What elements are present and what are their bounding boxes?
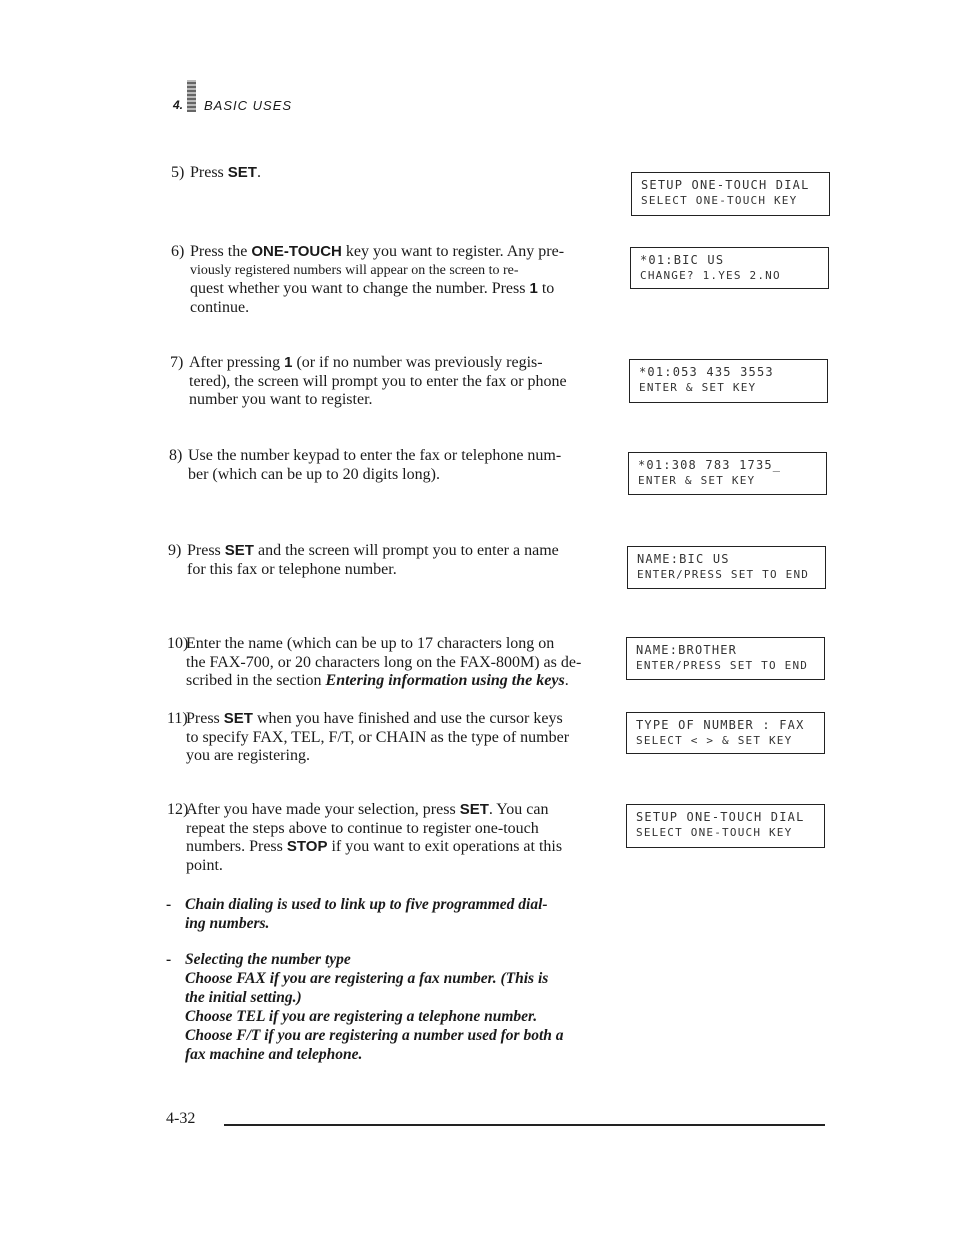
footer-rule: [224, 1124, 825, 1126]
lcd-display-5: NAME:BIC US ENTER/PRESS SET TO END: [627, 546, 826, 589]
step-5: 5) Press SET.: [171, 164, 261, 181]
lcd-display-2: *01:BIC US CHANGE? 1.YES 2.NO: [630, 247, 829, 289]
page-number: 4-32: [166, 1110, 196, 1127]
step-12: 12) After you have made your selection, press SET. You can repeat the steps above to continue to register one-touch numbers. Press STOP if you want to exit operations at this point.: [167, 801, 563, 874]
lcd-display-1: SETUP ONE-TOUCH DIAL SELECT ONE-TOUCH KEY: [631, 172, 830, 216]
lcd-display-3: *01:053 435 3553 ENTER & SET KEY: [629, 359, 828, 403]
note-number-type: - Selecting the number type Choose FAX if you are registering a fax number. (This is the initial setting.) Choose TEL if you are registering a telephone number. Choose F/T if you are registering a number used for both a fax machine and telephone.: [166, 951, 564, 1063]
step-7: 7) After pressing 1 (or if no number was previously regis- tered), the screen will prompt you to enter the fax or phone number you want to register.: [170, 354, 567, 408]
lcd-display-8: SETUP ONE-TOUCH DIAL SELECT ONE-TOUCH KEY: [626, 804, 825, 848]
lcd-display-6: NAME:BROTHER ENTER/PRESS SET TO END: [626, 637, 825, 680]
chapter-marker-icon: [187, 80, 196, 112]
lcd-display-4: *01:308 783 1735_ ENTER & SET KEY: [628, 452, 827, 495]
chapter-title: BASIC USES: [204, 98, 293, 113]
step-8: 8) Use the number keypad to enter the fax or telephone num- ber (which can be up to 20 digits long).: [169, 447, 562, 483]
step-6: 6) Press the ONE-TOUCH key you want to register. Any pre- viously registered numbers will appear on the screen to re- quest whether you want to change the number. Press 1 to continue.: [171, 243, 565, 316]
step-10: 10) Enter the name (which can be up to 17 characters long on the FAX-700, or 20 characters long on the FAX-800M) as de- scribed in the section Entering information using the keys.: [167, 635, 582, 689]
chapter-number: 4.: [173, 98, 184, 112]
step-11: 11) Press SET when you have finished and use the cursor keys to specify FAX, TEL, F/T, or CHAIN as the type of number you are registering.: [167, 710, 570, 764]
chapter-header: [173, 78, 292, 112]
lcd-display-7: TYPE OF NUMBER : FAX SELECT < > & SET KEY: [626, 712, 825, 754]
step-9: 9) Press SET and the screen will prompt you to enter a name for this fax or telephone number.: [168, 542, 559, 578]
note-chain-dialing: - Chain dialing is used to link up to five programmed dial- ing numbers.: [166, 896, 548, 932]
